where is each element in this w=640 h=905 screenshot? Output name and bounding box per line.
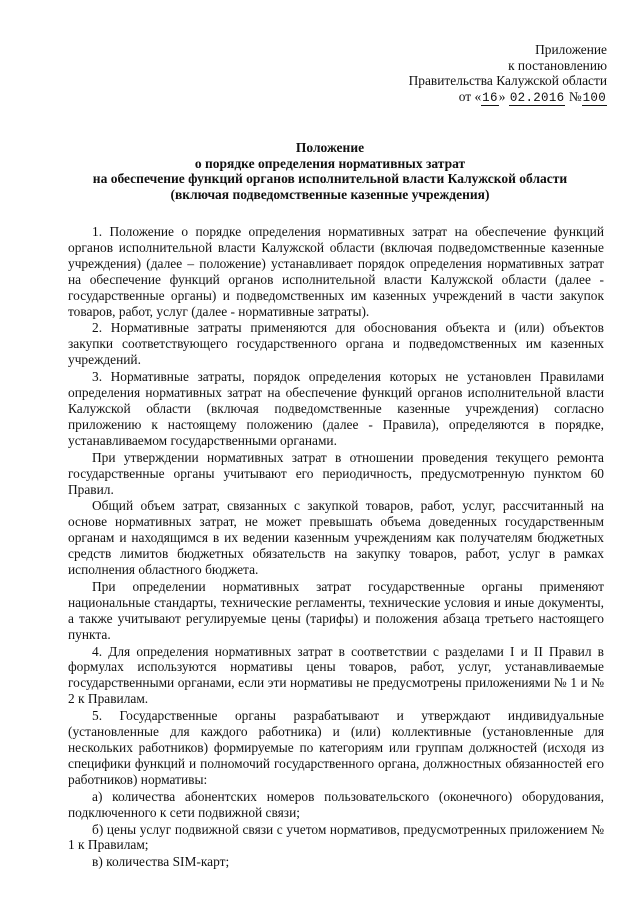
title-line-3: на обеспечение функций органов исполнительной власти Калужской области — [92, 171, 568, 186]
appendix-header — [409, 42, 607, 106]
title-line-1: Положение — [295, 140, 365, 155]
paragraph-2: 2. Нормативные затраты применяются для обоснования объекта и (или) объектов закупки соответствующего государственного органа и подведомственных им казенных учреждений. — [68, 320, 604, 368]
list-item-c: в) количества SIM-карт; — [92, 854, 230, 870]
date-prefix: от « — [458, 88, 482, 104]
paragraph-5: 5. Государственные органы разрабатывают и утверждают индивидуальные (установленные для каждого работника) и (или) коллективные (установленные для нескольких работников) формируемые по категориям или группам должностей (исходя из специфики функций и полномочий государственного органа, должностных обязанностей его работников) нормативы: — [68, 708, 604, 787]
resolution-date-number — [409, 89, 607, 106]
list-item-a: а) количества абонентских номеров пользовательского (оконечного) оборудования, подключенного к сети подвижной связи; — [68, 788, 604, 820]
number-sign: № — [568, 88, 582, 104]
paragraph-3-repair: При утверждении нормативных затрат в отношении проведения текущего ремонта государственные органы учитывают его периодичность, предусмотренную пунктом 60 Правил. — [68, 449, 604, 497]
issuing-authority: Правительства Калужской области — [408, 73, 607, 89]
paragraph-3-volume: Общий объем затрат, связанных с закупкой товаров, работ, услуг, рассчитанный на основе нормативных затрат, не может превышать объема доведенных государственным органам и находящимся в их ведении казенным учреждениям как получателям бюджетных средств лимитов бюджетных обязательств на закупку товаров, работ, услуг в рамках исполнения областного бюджета. — [68, 498, 604, 578]
date-separator: » — [498, 88, 506, 104]
resolution-number: 100 — [582, 90, 606, 105]
paragraph-3-standards: При определении нормативных затрат государственные органы применяют национальные стандарты, технические регламенты, технические условия и иные документы, а также учитывают регулируемые цены (тарифы) и положения абзаца третьего настоящего пункта. — [68, 578, 604, 642]
title-line-2: о порядке определения нормативных затрат — [194, 155, 466, 171]
paragraph-3: 3. Нормативные затраты, порядок определения которых не установлен Правилами определения нормативных затрат на обеспечение функций органов исполнительной власти Калужской области (включая подведомственные казенные учреждения) согласно приложению к настоящему положению (далее - Правила), определяются в порядке, устанавливаемом государственными органами. — [68, 369, 604, 448]
appendix-label: Приложение — [535, 42, 607, 57]
paragraph-1: 1. Положение о порядке определения нормативных затрат на обеспечение функций органов исполнительной власти Калужской области (включая подведомственные казенные учреждения) (далее – положение) устанавливает порядок определения нормативных затрат на обеспечение функций органов исполнительной власти Калужской области (далее - государственные органы) и подведомственных им казенных учреждений в части закупок товаров, работ, услуг (далее - нормативные затраты). — [68, 224, 604, 319]
date-month-year: 02.2016 — [509, 90, 565, 105]
document-title — [60, 140, 600, 202]
date-day: 16 — [482, 90, 498, 105]
document-body — [68, 224, 604, 871]
paragraph-4: 4. Для определения нормативных затрат в соответствии с разделами I и II Правил в формулах используются нормативы цены товаров, работ, услуг, устанавливаемые государственными органами, если эти нормативы не предусмотрены приложениями № 1 и № 2 к Правилам. — [68, 643, 604, 707]
title-line-4: (включая подведомственные казенные учреждения) — [170, 186, 490, 202]
appendix-reference: к постановлению — [508, 57, 607, 73]
list-item-b: б) цены услуг подвижной связи с учетом нормативов, предусмотренных приложением № 1 к Правилам; — [68, 821, 604, 853]
